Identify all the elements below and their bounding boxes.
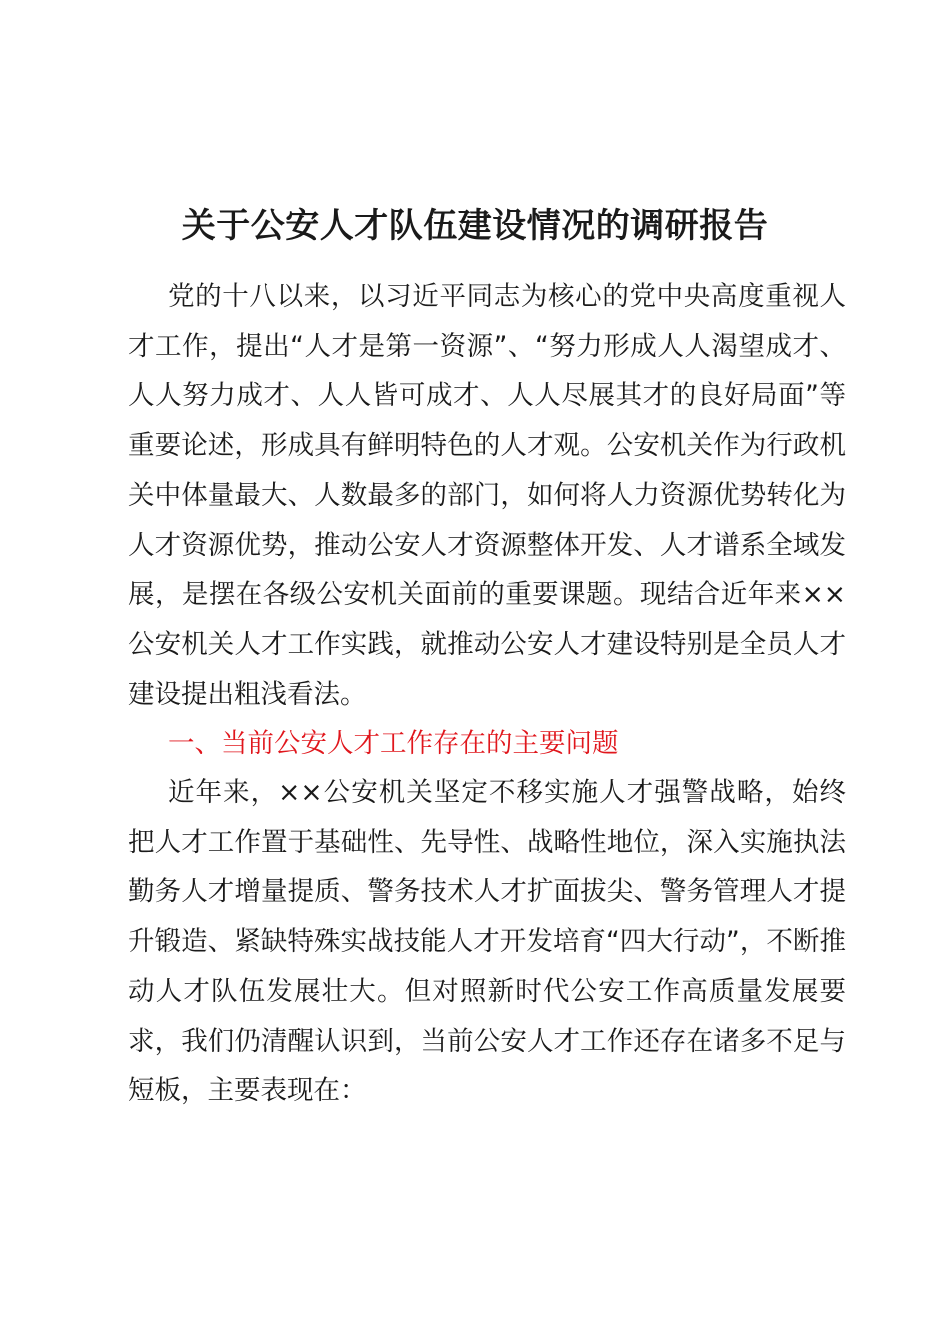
section-heading: 一、当前公安人才工作存在的主要问题 <box>168 728 619 759</box>
intro-paragraph: 党的十八以来，以习近平同志为核心的党中央高度重视人才工作，提出“人才是第一资源”、“努力形成人人渴望成才、人人努力成才、人人皆可成才、人人尽展其才的良好局面”等重要论述，形成具有鲜明特色的人才观。公安机关作为行政机关中体量最大、人数最多的部门，如何将人力资源优势转化为人才资源优势，推动公安人才资源整体开发、人才谱系全域发展，是摆在各级公安机关面前的重要课题。现结合近年来××公安机关人才工作实践，就推动公安人才建设特别是全员人才建设提出粗浅看法。 <box>128 281 846 710</box>
document-title: 关于公安人才队伍建设情况的调研报告 <box>181 206 769 246</box>
section-paragraph: 近年来，××公安机关坚定不移实施人才强警战略，始终把人才工作置于基础性、先导性、战略性地位，深入实施执法勤务人才增量提质、警务技术人才扩面拔尖、警务管理人才提升锻造、紧缺特殊实战技能人才开发培育“四大行动”，不断推动人才队伍发展壮大。但对照新时代公安工作高质量发展要求，我们仍清醒认识到，当前公安人才工作还存在诸多不足与短板，主要表现在： <box>128 777 846 1107</box>
